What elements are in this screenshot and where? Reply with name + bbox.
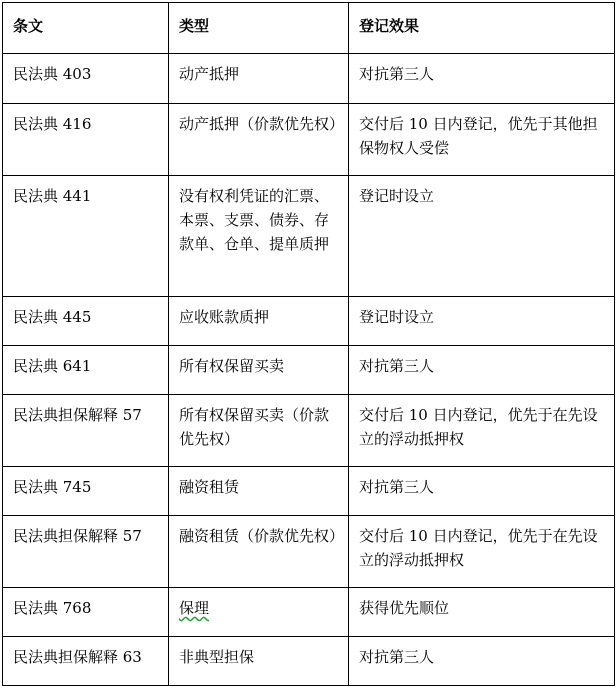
cell-article: 民法典担保解释 63 [3, 637, 169, 686]
table-header-row [3, 3, 615, 54]
cell-type: 非典型担保 [169, 637, 349, 686]
header-article: 条文 [3, 3, 169, 54]
cell-article: 民法典 416 [3, 104, 169, 176]
cell-effect: 交付后 10 日内登记，优先于其他担保物权人受偿 [349, 104, 615, 176]
cell-article: 民法典担保解释 57 [3, 516, 169, 588]
cell-effect: 登记时设立 [349, 297, 615, 346]
table-row [3, 104, 615, 176]
cell-type: 所有权保留买卖 [169, 346, 349, 395]
cell-type [169, 588, 349, 637]
table-row [3, 176, 615, 297]
table-row [3, 588, 615, 637]
cell-effect: 对抗第三人 [349, 637, 615, 686]
cell-article: 民法典 641 [3, 346, 169, 395]
table-row [3, 516, 615, 588]
table-row [3, 637, 615, 686]
cell-type: 没有权利凭证的汇票、本票、支票、债券、存款单、仓单、提单质押 [169, 176, 349, 297]
cell-effect: 交付后 10 日内登记，优先于在先设立的浮动抵押权 [349, 516, 615, 588]
spellcheck-underlined-text: 保理 [179, 599, 210, 617]
table-row [3, 395, 615, 467]
cell-type: 融资租赁（价款优先权） [169, 516, 349, 588]
table-row [3, 297, 615, 346]
registration-effect-table [2, 2, 615, 686]
cell-type: 动产抵押（价款优先权） [169, 104, 349, 176]
cell-effect: 对抗第三人 [349, 54, 615, 104]
cell-type: 所有权保留买卖（价款优先权） [169, 395, 349, 467]
cell-effect: 对抗第三人 [349, 346, 615, 395]
table-row [3, 346, 615, 395]
cell-effect: 登记时设立 [349, 176, 615, 297]
cell-type: 应收账款质押 [169, 297, 349, 346]
cell-article: 民法典 441 [3, 176, 169, 297]
cell-type: 动产抵押 [169, 54, 349, 104]
table-row [3, 467, 615, 516]
cell-article: 民法典 445 [3, 297, 169, 346]
header-effect: 登记效果 [349, 3, 615, 54]
cell-article: 民法典 745 [3, 467, 169, 516]
cell-effect: 交付后 10 日内登记，优先于在先设立的浮动抵押权 [349, 395, 615, 467]
header-type: 类型 [169, 3, 349, 54]
table-row [3, 54, 615, 104]
cell-article: 民法典 768 [3, 588, 169, 637]
cell-article: 民法典担保解释 57 [3, 395, 169, 467]
cell-type: 融资租赁 [169, 467, 349, 516]
cell-effect: 获得优先顺位 [349, 588, 615, 637]
cell-article: 民法典 403 [3, 54, 169, 104]
cell-effect: 对抗第三人 [349, 467, 615, 516]
